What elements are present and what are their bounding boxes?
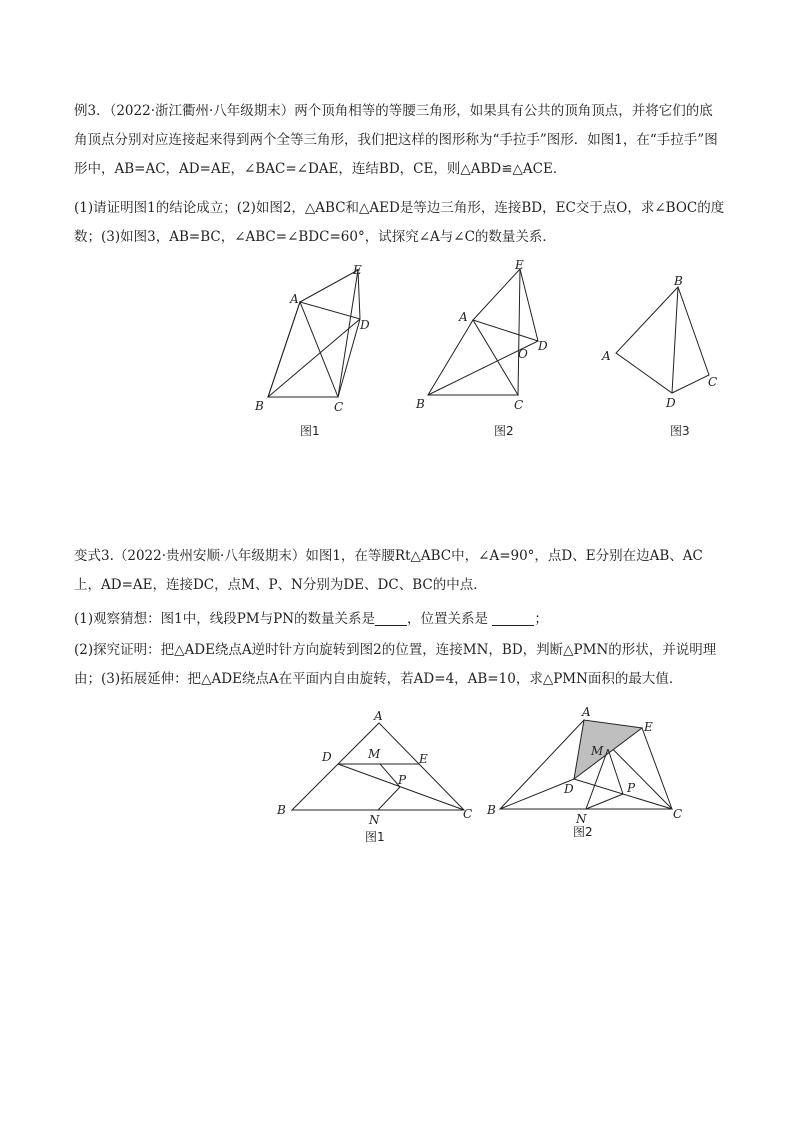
example3-figure-3 [598, 272, 728, 442]
point-label-d: D [360, 318, 370, 332]
segment-dc [338, 764, 464, 810]
segment-mp [380, 764, 400, 787]
point-label-c: C [334, 400, 344, 414]
figure-caption: 图1 [300, 424, 320, 438]
point-label-b: B [674, 274, 683, 288]
point-label-e: E [515, 258, 524, 272]
figure-caption: 图3 [670, 424, 690, 438]
segment-ec [642, 728, 672, 809]
point-label-a: A [374, 709, 383, 723]
point-label-n: N [369, 813, 380, 827]
point-label-p: P [398, 773, 407, 787]
point-label-b: B [255, 399, 264, 413]
point-label-a: A [582, 705, 591, 719]
segment-ce [338, 270, 358, 397]
point-label-b: B [487, 803, 496, 817]
variant3-figure-2 [486, 702, 696, 842]
point-label-d: D [538, 339, 548, 353]
variant3-q2: (2)探究证明：把△ADE绕点A逆时针方向旋转到图2的位置，连接MN，BD，判断△PMN的形状，并说明理由；(3)拓展延伸：把△ADE绕点A在平面内自由旋转，若AD=4，AB=10，求△PMN面积的最大值． [74, 642, 717, 687]
q1-text-before: (1)观察猜想：图1中，线段PM与PN的数量关系是 [74, 611, 376, 627]
point-label-c: C [463, 807, 473, 821]
segment-be [268, 302, 300, 397]
answer-blank-2[interactable] [492, 611, 534, 626]
point-label-a: A [602, 349, 611, 363]
q1-text-after: ； [534, 611, 548, 627]
point-label-p: P [627, 781, 636, 795]
point-label-a: A [459, 310, 468, 324]
point-label-a: A [290, 292, 299, 306]
point-label-o: O [518, 347, 528, 361]
example3-intro: 例3．（2022·浙江衢州·八年级期末）两个顶角相等的等腰三角形，如果具有公共的顶角顶点，并将它们的底角顶点分别对应连接起来得到两个全等三角形，我们把这样的图形称为“手拉手”图形．如图1，在“手拉手”图形中，AB=AC，AD=AE，∠BAC=∠DAE，连结BD，CE，则△ABD≌△ACE． [74, 103, 718, 177]
answer-blank-1[interactable] [375, 611, 407, 626]
segment-pn [586, 794, 623, 809]
variant3-figure-1 [274, 708, 484, 848]
variant3-q1 [74, 605, 726, 634]
point-label-b: B [277, 803, 286, 817]
point-label-c: C [514, 398, 524, 412]
point-label-m: M [368, 747, 381, 761]
segment-bd [268, 319, 360, 397]
figure-caption: 图2 [494, 424, 514, 438]
quadrilateral-abcd [616, 287, 709, 393]
segment-cd [338, 319, 360, 397]
point-label-d: D [666, 396, 676, 410]
segment-pn [378, 787, 400, 810]
segment-ce [518, 269, 520, 395]
point-label-c: C [673, 807, 683, 821]
q1-text-middle: ，位置关系是 [407, 611, 489, 627]
point-label-e: E [644, 720, 653, 734]
figure-caption: 图2 [573, 825, 593, 839]
point-label-n: N [576, 812, 587, 826]
point-label-b: B [416, 397, 425, 411]
triangle-abc [268, 302, 338, 397]
segment-bd [500, 779, 574, 809]
point-label-d: D [322, 750, 332, 764]
triangle-abc [292, 723, 464, 810]
figure-1-lines [268, 270, 360, 397]
figure-caption: 图1 [365, 830, 385, 844]
point-label-c: C [708, 375, 718, 389]
segment-bd [672, 287, 678, 393]
point-label-m: M [591, 744, 604, 758]
example3-questions: (1)请证明图1的结论成立；(2)如图2，△ABC和△AED是等边三角形，连接BD，EC交于点O，求∠BOC的度数；(3)如图3，AB=BC，∠ABC=∠BDC=60°，试探究∠A与∠C的数量关系． [74, 200, 725, 245]
variant3-intro: 变式3.（2022·贵州安顺·八年级期末）如图1，在等腰Rt△ABC中，∠A=90°，点D、E分别在边AB、AC上，AD=AE，连接DC，点M、P、N分别为DE、DC、BC的中点． [74, 548, 703, 593]
point-label-e: E [353, 263, 362, 277]
point-label-d: D [564, 782, 574, 796]
example3-figure-1 [248, 262, 378, 442]
example3-figure-2 [410, 255, 550, 445]
triangle-aed [473, 269, 538, 341]
point-label-e: E [419, 752, 428, 766]
segment-mp [608, 749, 623, 794]
